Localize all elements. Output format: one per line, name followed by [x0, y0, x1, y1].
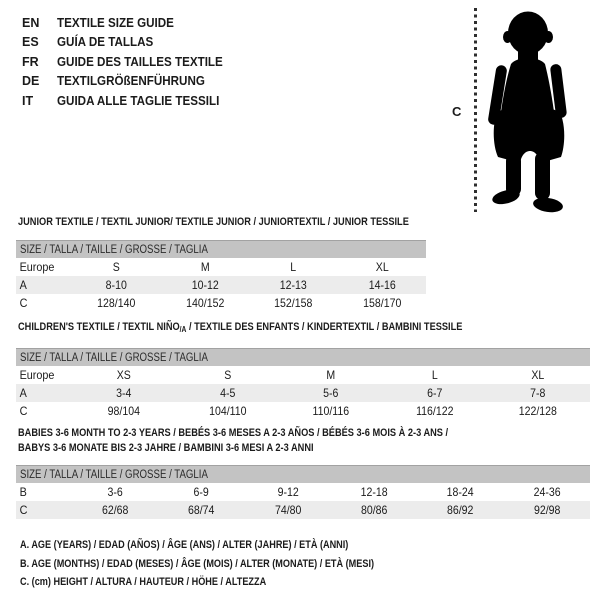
size-table-junior: [16, 215, 426, 312]
height-measure-dotted-line: [474, 8, 477, 212]
language-code: EN: [22, 15, 40, 30]
table-row: [16, 384, 590, 402]
language-row: [22, 52, 235, 72]
table-row: [16, 483, 590, 501]
table-cell: M: [200, 260, 210, 274]
table-cell: 18-24: [446, 485, 475, 499]
table-cell: 128/140: [97, 296, 136, 310]
table-cell: 7-8: [530, 386, 546, 400]
table-cell: 68/74: [188, 503, 215, 517]
language-row: [22, 91, 235, 111]
language-row: [22, 72, 235, 92]
language-code: DE: [22, 74, 40, 89]
table-cell: 24-36: [533, 485, 561, 499]
table-title-text: JUNIOR TEXTILE / TEXTIL JUNIOR/ TEXTILE JUNIOR / JUNIORTEXTIL / JUNIOR TESSILE: [18, 216, 409, 228]
size-table-babies: [16, 426, 590, 519]
table-title-line: [18, 426, 498, 441]
footnote: B. AGE (MONTHS) / EDAD (MESES) / ÂGE (MOIS) / ALTER (MONATE) / ETÀ (MESI): [20, 557, 375, 570]
guide-title: GUIDA ALLE TAGLIE TESSILI: [57, 93, 220, 108]
table-cell: 12-13: [279, 278, 307, 292]
language-code: ES: [22, 35, 39, 50]
row-label: Europe: [19, 260, 55, 274]
table-row: [16, 258, 426, 276]
table-cell: 12-18: [360, 485, 388, 499]
language-row: [22, 33, 235, 53]
table-row: [16, 501, 590, 519]
table-title-text: / TEXTILE DES ENFANTS / KINDERTEXTIL / BAMBINI TESSILE: [186, 321, 463, 333]
table-title-children: [16, 320, 590, 337]
table-cell: 74/80: [274, 503, 302, 517]
table-cell: 98/104: [107, 404, 140, 418]
row-label: C: [19, 503, 28, 517]
table-title-line: [18, 215, 409, 230]
table-rows: [16, 366, 590, 420]
table-cell: L: [290, 260, 297, 274]
table-cell: 10-12: [191, 278, 219, 292]
footnotes: [20, 536, 447, 592]
table-title-line: [18, 441, 498, 456]
table-cell: 8-10: [105, 278, 127, 292]
height-marker-label: C: [452, 104, 462, 119]
table-cell: 110/116: [312, 404, 350, 418]
table-cell: 9-12: [277, 485, 299, 499]
table-cell: XL: [375, 260, 389, 274]
table-cell: 6-7: [426, 386, 443, 400]
table-cell: S: [223, 368, 231, 382]
row-label: A: [19, 278, 27, 292]
table-rows: [16, 483, 590, 519]
table-row: [16, 294, 426, 312]
table-cell: M: [326, 368, 336, 382]
table-cell: 152/158: [274, 296, 313, 310]
language-list: [22, 13, 235, 111]
footnote: A. AGE (YEARS) / EDAD (AÑOS) / ÂGE (ANS) / ALTER (JAHRE) / ETÀ (ANNI): [20, 539, 349, 551]
table-cell: 6-9: [193, 485, 210, 499]
table-title-text: /A: [179, 325, 187, 334]
guide-title: TEXTILE SIZE GUIDE: [57, 15, 174, 30]
table-title-babies: [16, 426, 590, 456]
language-row: [22, 13, 235, 33]
size-header-bar: [16, 465, 590, 483]
language-code: IT: [22, 93, 34, 108]
guide-title: GUIDE DES TAILLES TEXTILE: [57, 54, 223, 69]
table-cell: 80/86: [360, 503, 388, 517]
table-cell: 3-6: [107, 485, 123, 499]
table-cell: XS: [116, 368, 131, 382]
row-label: C: [19, 404, 28, 418]
size-header-label: SIZE / TALLA / TAILLE / GRÖSSE / TAGLIA: [20, 468, 208, 481]
table-cell: S: [112, 260, 120, 274]
size-table-children: [16, 320, 590, 420]
table-row: [16, 276, 426, 294]
table-title-text: BABYS 3-6 MONATE BIS 2-3 JAHRE / BAMBINI 3-6 MESI A 2-3 ANNI: [18, 442, 314, 454]
size-header-label: SIZE / TALLA / TAILLE / GRÖSSE / TAGLIA: [20, 243, 208, 256]
language-code: FR: [22, 54, 39, 69]
table-title-line: [18, 320, 498, 337]
table-cell: L: [431, 368, 438, 382]
table-title-text: BABIES 3-6 MONTH TO 2-3 YEARS / BEBÉS 3-6 MESES A 2-3 AÑOS / BÉBÉS 3-6 MOIS À 2-3 ANS /: [18, 427, 449, 439]
table-cell: 116/122: [415, 404, 454, 418]
table-cell: 92/98: [533, 503, 561, 517]
size-header-bar: [16, 240, 426, 258]
guide-title: TEXTILGRÖßENFÜHRUNG: [57, 74, 205, 89]
table-row: [16, 366, 590, 384]
table-cell: 158/170: [362, 296, 401, 310]
table-cell: 86/92: [447, 503, 474, 517]
table-cell: 4-5: [219, 386, 236, 400]
table-cell: 122/128: [519, 404, 558, 418]
row-label: C: [19, 296, 28, 310]
table-cell: 140/152: [185, 296, 224, 310]
table-title-text: CHILDREN'S TEXTILE / TEXTIL NIÑO: [18, 321, 180, 333]
table-cell: 5-6: [323, 386, 339, 400]
table-rows: [16, 258, 426, 312]
guide-title: GUÍA DE TALLAS: [57, 35, 154, 50]
row-label: B: [19, 485, 27, 499]
size-header-label: SIZE / TALLA / TAILLE / GRÖSSE / TAGLIA: [20, 351, 208, 364]
table-cell: 14-16: [368, 278, 396, 292]
table-cell: XL: [531, 368, 545, 382]
footnote: C. (cm) HEIGHT / ALTURA / HAUTEUR / HÖHE / ALTEZZA: [20, 576, 267, 588]
row-label: Europe: [19, 368, 55, 382]
table-cell: 3-4: [116, 386, 132, 400]
table-title-junior: [16, 215, 426, 230]
table-cell: 62/68: [101, 503, 129, 517]
baby-silhouette: [483, 6, 595, 214]
table-row: [16, 402, 590, 420]
size-header-bar: [16, 348, 590, 366]
table-cell: 104/110: [208, 404, 247, 418]
row-label: A: [19, 386, 27, 400]
